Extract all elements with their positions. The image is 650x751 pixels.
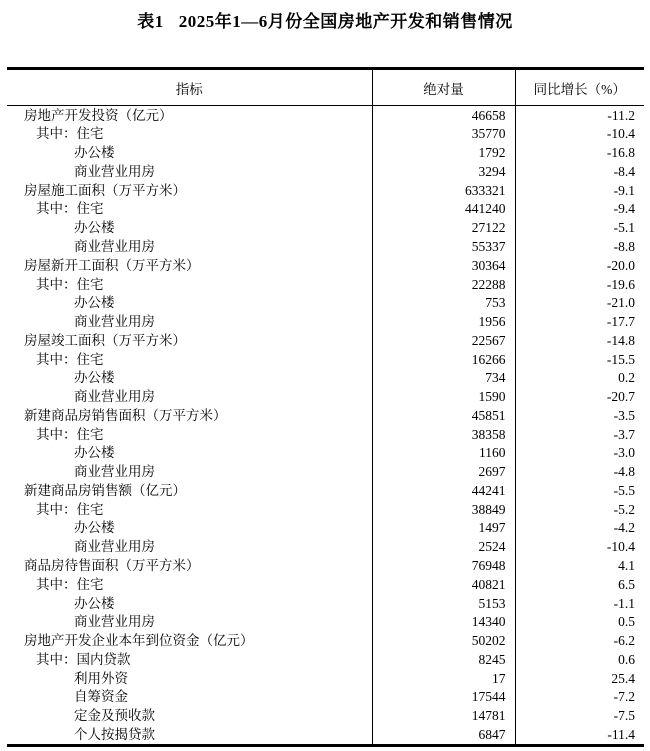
growth-cell: 0.6 (515, 650, 644, 669)
absolute-value-cell: 5153 (372, 594, 515, 613)
indicator-cell: 新建商品房销售面积（万平方米） (24, 407, 227, 423)
growth-cell: -21.0 (515, 294, 644, 313)
absolute-value-cell: 27122 (372, 219, 515, 238)
absolute-value-cell: 633321 (372, 181, 515, 200)
growth-cell: -19.6 (515, 275, 644, 294)
growth-cell: -9.4 (515, 200, 644, 219)
table-row (7, 369, 644, 388)
table-body (7, 106, 644, 746)
table-row (7, 275, 644, 294)
absolute-value-cell: 2697 (372, 463, 515, 482)
indicator-cell: 商业营业用房 (74, 238, 155, 254)
growth-cell: 25.4 (515, 669, 644, 688)
growth-cell: -20.7 (515, 387, 644, 406)
growth-cell: -15.5 (515, 350, 644, 369)
column-header-absolute-value: 绝对量 (372, 69, 515, 106)
absolute-value-cell: 44241 (372, 481, 515, 500)
absolute-value-cell: 38849 (372, 500, 515, 519)
growth-cell: 4.1 (515, 556, 644, 575)
stats-table (7, 67, 644, 747)
absolute-value-cell: 1792 (372, 144, 515, 163)
indicator-cell: 自筹资金 (74, 689, 128, 705)
indicator-cell: 其中：住宅 (36, 501, 104, 517)
indicator-cell: 房屋新开工面积（万平方米） (24, 257, 200, 273)
absolute-value-cell: 1590 (372, 387, 515, 406)
growth-cell: 6.5 (515, 575, 644, 594)
indicator-cell: 房地产开发投资（亿元） (24, 107, 173, 123)
table-number-label: 表1 (137, 12, 164, 31)
table-row (7, 256, 644, 275)
table-row (7, 125, 644, 144)
table-row (7, 162, 644, 181)
growth-cell: -10.4 (515, 538, 644, 557)
table-header (7, 69, 644, 106)
absolute-value-cell: 40821 (372, 575, 515, 594)
table-row (7, 406, 644, 425)
absolute-value-cell: 22567 (372, 331, 515, 350)
absolute-value-cell: 17544 (372, 688, 515, 707)
absolute-value-cell: 46658 (372, 106, 515, 125)
absolute-value-cell: 6847 (372, 725, 515, 745)
indicator-cell: 办公楼 (74, 145, 115, 161)
indicator-cell: 商业营业用房 (74, 464, 155, 480)
absolute-value-cell: 16266 (372, 350, 515, 369)
table-row (7, 312, 644, 331)
growth-cell: -10.4 (515, 125, 644, 144)
indicator-cell: 商业营业用房 (74, 614, 155, 630)
table-row (7, 688, 644, 707)
growth-cell: -9.1 (515, 181, 644, 200)
absolute-value-cell: 14781 (372, 707, 515, 726)
indicator-cell: 其中：国内贷款 (36, 651, 131, 667)
table-row (7, 707, 644, 726)
table-row (7, 594, 644, 613)
indicator-cell: 商业营业用房 (74, 163, 155, 179)
table-row (7, 556, 644, 575)
indicator-cell: 办公楼 (74, 595, 115, 611)
table-row (7, 519, 644, 538)
growth-cell: -1.1 (515, 594, 644, 613)
indicator-cell: 其中：住宅 (36, 351, 104, 367)
absolute-value-cell: 45851 (372, 406, 515, 425)
growth-cell: -11.4 (515, 725, 644, 745)
absolute-value-cell: 753 (372, 294, 515, 313)
growth-cell: 0.5 (515, 613, 644, 632)
table-row (7, 613, 644, 632)
growth-cell: -7.2 (515, 688, 644, 707)
table-row (7, 481, 644, 500)
indicator-cell: 办公楼 (74, 295, 115, 311)
growth-cell: -6.2 (515, 631, 644, 650)
header-row (7, 69, 644, 106)
growth-cell: -8.4 (515, 162, 644, 181)
table-row (7, 200, 644, 219)
indicator-cell: 房地产开发企业本年到位资金（亿元） (24, 633, 254, 649)
growth-cell: -4.2 (515, 519, 644, 538)
column-header-indicator: 指标 (175, 81, 203, 97)
growth-cell: 0.2 (515, 369, 644, 388)
table-row (7, 631, 644, 650)
indicator-cell: 个人按揭贷款 (74, 726, 155, 742)
table-row (7, 294, 644, 313)
table-row (7, 350, 644, 369)
column-header-yoy-growth: 同比增长（%） (515, 69, 644, 106)
table-row (7, 425, 644, 444)
page-title (0, 0, 650, 32)
table-row (7, 387, 644, 406)
absolute-value-cell: 1497 (372, 519, 515, 538)
growth-cell: -8.8 (515, 237, 644, 256)
absolute-value-cell: 8245 (372, 650, 515, 669)
indicator-cell: 其中：住宅 (36, 426, 104, 442)
absolute-value-cell: 3294 (372, 162, 515, 181)
growth-cell: -17.7 (515, 312, 644, 331)
indicator-cell: 其中：住宅 (36, 201, 104, 217)
absolute-value-cell: 1160 (372, 444, 515, 463)
indicator-cell: 商业营业用房 (74, 389, 155, 405)
table-row (7, 181, 644, 200)
absolute-value-cell: 17 (372, 669, 515, 688)
table-row (7, 444, 644, 463)
growth-cell: -16.8 (515, 144, 644, 163)
growth-cell: -5.5 (515, 481, 644, 500)
table-row (7, 144, 644, 163)
absolute-value-cell: 38358 (372, 425, 515, 444)
growth-cell: -3.7 (515, 425, 644, 444)
table-row (7, 463, 644, 482)
absolute-value-cell: 50202 (372, 631, 515, 650)
indicator-cell: 办公楼 (74, 520, 115, 536)
indicator-cell: 定金及预收款 (74, 708, 155, 724)
absolute-value-cell: 2524 (372, 538, 515, 557)
absolute-value-cell: 441240 (372, 200, 515, 219)
absolute-value-cell: 30364 (372, 256, 515, 275)
table-row (7, 219, 644, 238)
table-row (7, 331, 644, 350)
indicator-cell: 其中：住宅 (36, 576, 104, 592)
table-row (7, 725, 644, 745)
indicator-cell: 其中：住宅 (36, 276, 104, 292)
growth-cell: -5.2 (515, 500, 644, 519)
absolute-value-cell: 76948 (372, 556, 515, 575)
title-text: 2025年1—6月份全国房地产开发和销售情况 (178, 12, 513, 31)
growth-cell: -3.0 (515, 444, 644, 463)
absolute-value-cell: 35770 (372, 125, 515, 144)
absolute-value-cell: 55337 (372, 237, 515, 256)
indicator-cell: 商品房待售面积（万平方米） (24, 558, 200, 573)
indicator-cell: 其中：住宅 (36, 126, 104, 142)
growth-cell: -11.2 (515, 106, 644, 125)
growth-cell: -20.0 (515, 256, 644, 275)
indicator-cell: 利用外资 (74, 670, 128, 686)
indicator-cell: 商业营业用房 (74, 539, 155, 555)
indicator-cell: 房屋竣工面积（万平方米） (24, 332, 186, 348)
indicator-cell: 办公楼 (74, 220, 115, 236)
absolute-value-cell: 734 (372, 369, 515, 388)
absolute-value-cell: 22288 (372, 275, 515, 294)
growth-cell: -7.5 (515, 707, 644, 726)
indicator-cell: 新建商品房销售额（亿元） (24, 482, 186, 498)
absolute-value-cell: 1956 (372, 312, 515, 331)
indicator-cell: 办公楼 (74, 370, 115, 386)
table-row (7, 669, 644, 688)
indicator-cell: 商业营业用房 (74, 314, 155, 330)
growth-cell: -4.8 (515, 463, 644, 482)
indicator-cell: 办公楼 (74, 445, 115, 461)
table-row (7, 237, 644, 256)
absolute-value-cell: 14340 (372, 613, 515, 632)
table-row (7, 500, 644, 519)
table-row (7, 650, 644, 669)
growth-cell: -5.1 (515, 219, 644, 238)
table-row (7, 106, 644, 125)
indicator-cell: 房屋施工面积（万平方米） (24, 182, 186, 198)
table-row (7, 538, 644, 557)
growth-cell: -3.5 (515, 406, 644, 425)
growth-cell: -14.8 (515, 331, 644, 350)
table-row (7, 575, 644, 594)
